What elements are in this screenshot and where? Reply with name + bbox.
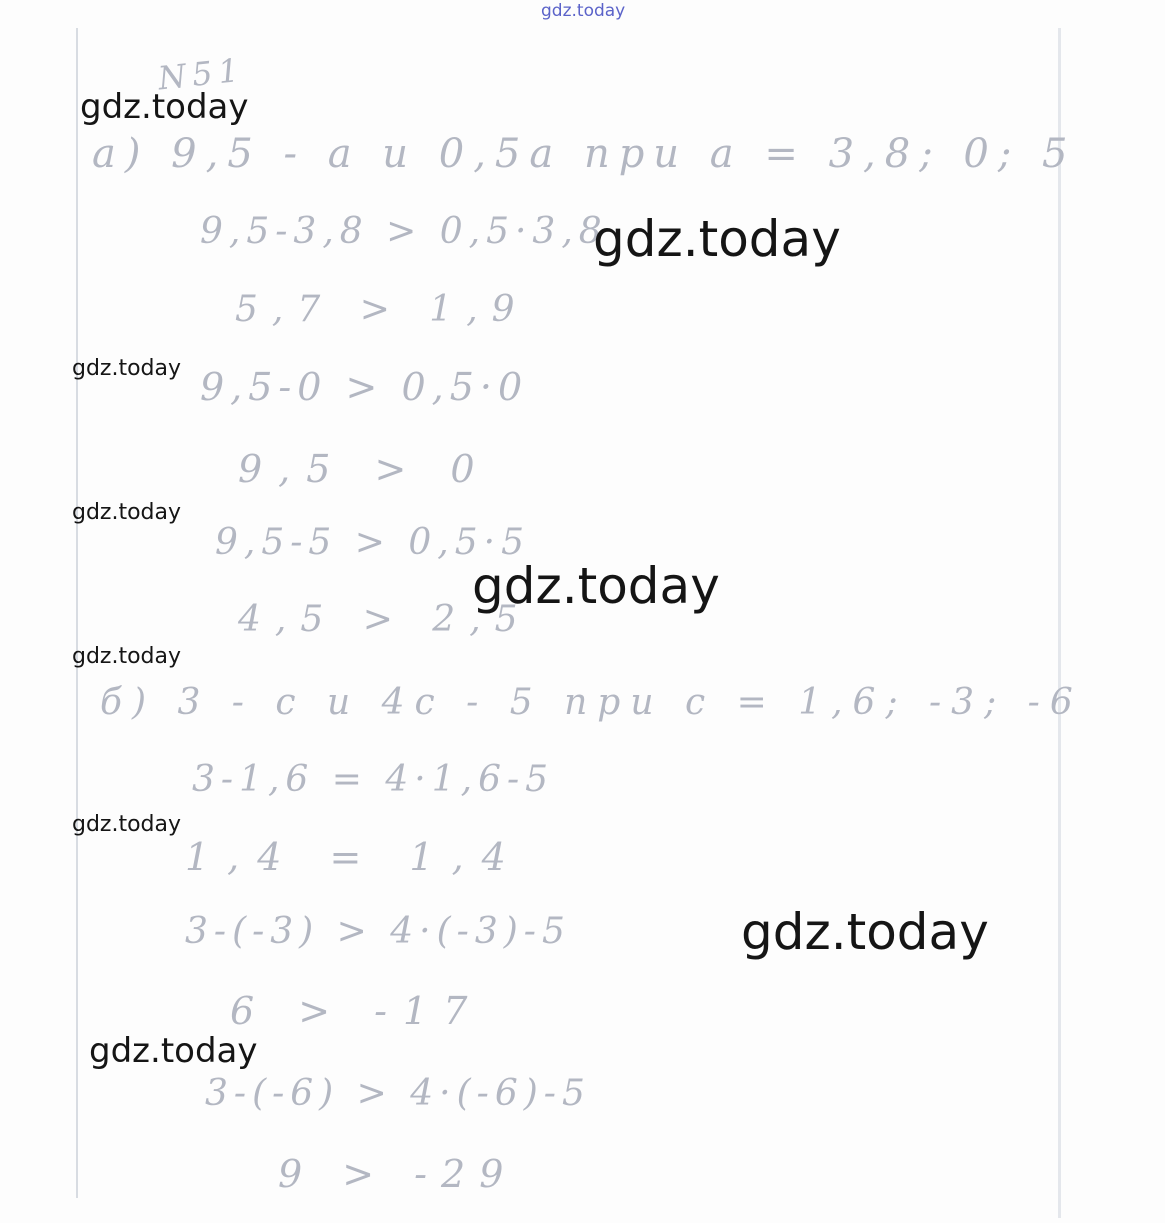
part-a-statement: а) 9,5 - а и 0,5а при а = 3,8; 0; 5 xyxy=(92,131,1077,177)
part-a-line-4: 9,5 > 0 xyxy=(238,447,491,491)
part-b-line-4: 6 > -17 xyxy=(230,989,484,1033)
watermark: gdz.today xyxy=(472,557,720,615)
page-left-edge xyxy=(76,28,78,1198)
part-b-line-6: 9 > -29 xyxy=(278,1152,518,1196)
watermark: gdz.today xyxy=(72,812,182,837)
watermark: gdz.today xyxy=(741,903,989,961)
part-b-line-1: 3-1,6 = 4·1,6-5 xyxy=(192,759,555,800)
part-a-line-1: 9,5-3,8 > 0,5·3,8 xyxy=(200,211,608,252)
top-watermark: gdz.today xyxy=(541,1,626,21)
watermark: gdz.today xyxy=(72,356,182,381)
part-a-line-2: 5,7 > 1,9 xyxy=(235,289,529,330)
watermark: gdz.today xyxy=(593,210,841,268)
part-b-line-2: 1,4 = 1,4 xyxy=(185,835,524,879)
part-b-statement: б) 3 - с и 4с - 5 при с = 1,6; -3; -6 xyxy=(100,682,1083,723)
watermark: gdz.today xyxy=(89,1031,258,1071)
part-b-line-5: 3-(-6) > 4·(-6)-5 xyxy=(205,1073,591,1114)
part-b-line-3: 3-(-3) > 4·(-3)-5 xyxy=(185,911,571,952)
problem-number: N51 xyxy=(156,50,247,98)
part-a-line-5: 9,5-5 > 0,5·5 xyxy=(215,522,530,563)
watermark: gdz.today xyxy=(72,500,182,525)
page-right-edge xyxy=(1058,28,1061,1218)
watermark: gdz.today xyxy=(80,87,249,127)
part-a-line-3: 9,5-0 > 0,5·0 xyxy=(200,365,529,409)
watermark: gdz.today xyxy=(72,644,182,669)
part-a-line-6: 4,5 > 2,5 xyxy=(238,599,532,640)
